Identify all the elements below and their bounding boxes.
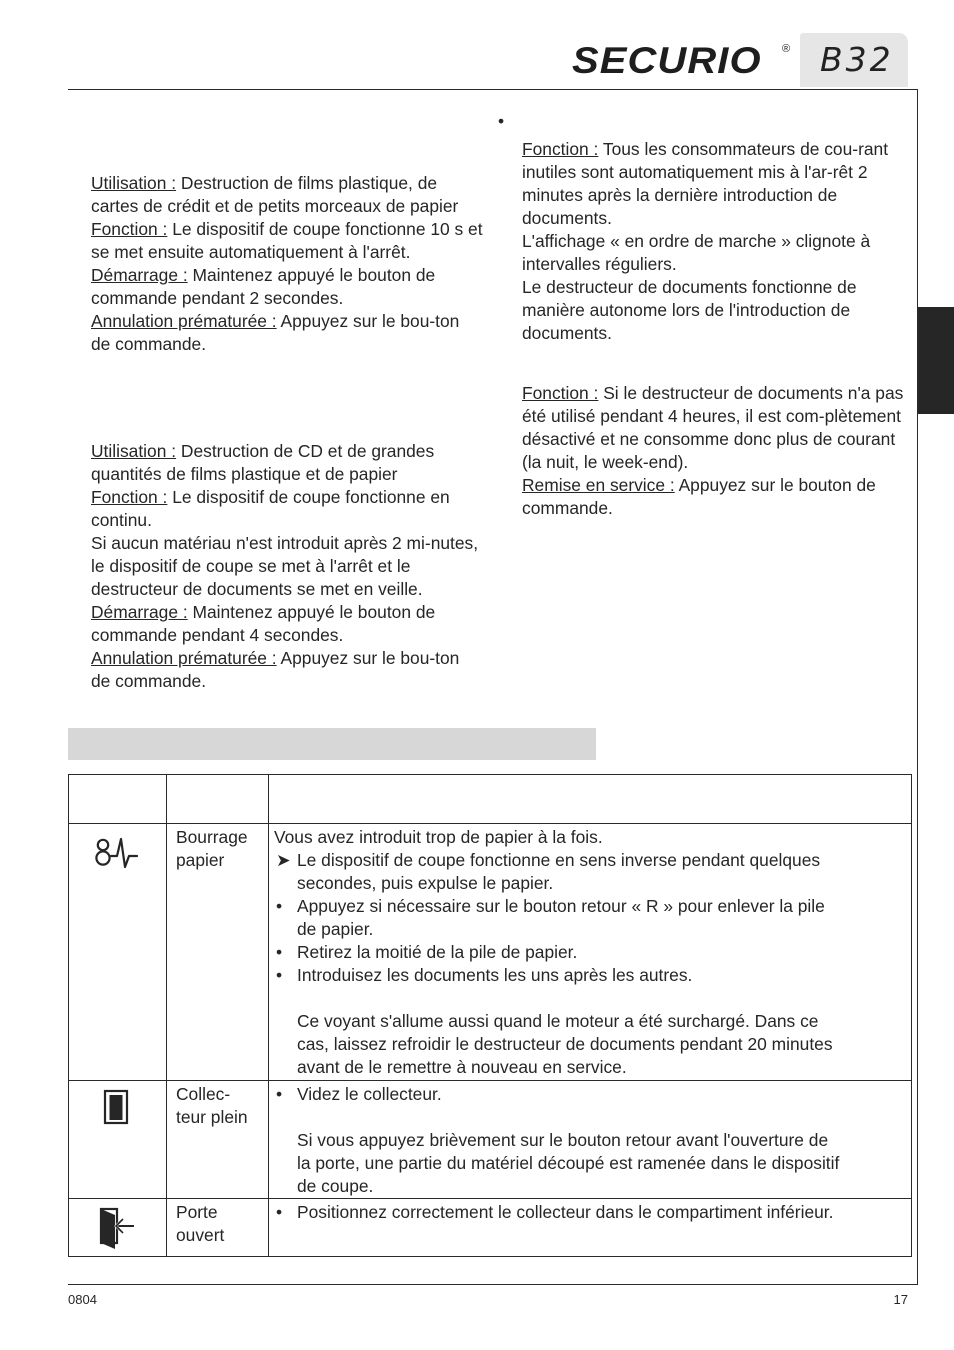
description-line: de coupe. — [297, 1176, 374, 1196]
paper-jam-icon — [95, 835, 139, 871]
section-heading-bar — [68, 728, 596, 760]
description-text: Videz le collecteur. — [297, 1084, 442, 1104]
description-line — [274, 849, 911, 872]
icon-cell — [69, 1081, 167, 1199]
header-cell — [269, 775, 912, 824]
paragraph-text: Tous les consommateurs de cou-rant inutiles sont automatiquement mis à l'ar-rêt 2 minutes après la dernière introduction de documents. — [522, 139, 889, 228]
description-line — [274, 941, 911, 964]
paragraph-text: Destruction de CD et de grandes quantités de films plastique et de papier — [91, 441, 435, 484]
description-cell — [269, 1081, 912, 1199]
paragraph — [522, 276, 914, 345]
spacer — [274, 1106, 911, 1129]
paragraph — [522, 230, 914, 276]
bullet-marker: • — [276, 896, 283, 916]
paragraph — [91, 601, 483, 647]
row-description — [269, 1199, 911, 1224]
indicator-table — [68, 774, 912, 1257]
paragraph-label: Utilisation : — [91, 441, 177, 461]
paragraph — [91, 440, 483, 486]
paragraph-text: Appuyez sur le bouton de commande. — [522, 475, 876, 518]
paragraph-text: Maintenez appuyé le bouton de commande pendant 4 secondes. — [91, 602, 436, 645]
description-cell — [269, 1199, 912, 1257]
footer-rule — [68, 1284, 918, 1285]
list-bullet: • — [498, 111, 505, 131]
model-badge — [800, 33, 908, 87]
paragraph-label: Fonction : — [91, 219, 168, 239]
paragraph — [522, 382, 914, 474]
table-row — [69, 824, 912, 1081]
paragraph-label: Annulation prématurée : — [91, 648, 277, 668]
description-line: Vous avez introduit trop de papier à la fois. — [274, 827, 603, 847]
paragraph-label: Démarrage : — [91, 265, 188, 285]
model-name: B32 — [820, 40, 894, 79]
table-row — [69, 1199, 912, 1257]
paragraph-text: Appuyez sur le bou-ton de commande. — [91, 648, 460, 691]
paragraph — [91, 310, 483, 356]
side-tab-marker — [918, 307, 954, 414]
spacer — [274, 987, 911, 1010]
row-label — [167, 1081, 268, 1129]
door-open-icon — [98, 1205, 138, 1251]
paragraph-text: Le destructeur de documents fonctionne de manière autonome lors de l'introduction de documents. — [522, 277, 857, 343]
paragraph-label: Démarrage : — [91, 602, 188, 622]
header-rule — [68, 89, 918, 90]
description-text: Introduisez les documents les uns après les autres. — [297, 965, 693, 985]
paragraph-text: Maintenez appuyé le bouton de commande pendant 2 secondes. — [91, 265, 436, 308]
left-block-2 — [91, 440, 483, 693]
row-label-line: ouvert — [176, 1225, 225, 1245]
row-label — [167, 824, 268, 872]
paragraph-text: L'affichage « en ordre de marche » clignote à intervalles réguliers. — [522, 231, 871, 274]
brand-name: SECURIO — [572, 40, 762, 81]
bullet-marker: • — [276, 1202, 283, 1222]
paragraph-label: Remise en service : — [522, 475, 675, 495]
row-description — [269, 824, 911, 1079]
paragraph-text: Si le destructeur de documents n'a pas été utilisé pendant 4 heures, il est com-plètement désactivé et ne consomme donc plus de courant (la nuit, le week-end). — [522, 383, 904, 472]
page-number: 17 — [893, 1292, 908, 1307]
paragraph-text: Destruction de films plastique, de cartes de crédit et de petits morceaux de papier — [91, 173, 459, 216]
paragraph — [91, 486, 483, 532]
description-text: Retirez la moitié de la pile de papier. — [297, 942, 578, 962]
paragraph-text: Appuyez sur le bou-ton de commande. — [91, 311, 460, 354]
description-line: la porte, une partie du matériel découpé est ramenée dans le dispositif — [297, 1153, 840, 1173]
paragraph-text: Le dispositif de coupe fonctionne en continu. — [91, 487, 450, 530]
right-border-rule — [917, 89, 918, 1284]
paragraph-label: Fonction : — [522, 383, 599, 403]
row-label-line: Bourrage — [176, 827, 248, 847]
label-cell — [167, 1081, 269, 1199]
bin-full-icon — [102, 1088, 132, 1128]
table-row — [69, 1081, 912, 1199]
description-line — [274, 964, 911, 987]
paragraph — [91, 532, 483, 601]
bullet-marker: • — [276, 942, 283, 962]
row-label-line: papier — [176, 850, 225, 870]
paragraph-label: Annulation prématurée : — [91, 311, 277, 331]
icon-cell — [69, 1199, 167, 1257]
header-cell — [69, 775, 167, 824]
label-cell — [167, 1199, 269, 1257]
label-cell — [167, 824, 269, 1081]
paragraph-label: Utilisation : — [91, 173, 177, 193]
row-label-line: Collec- — [176, 1084, 231, 1104]
row-description — [269, 1081, 911, 1198]
paragraph — [91, 264, 483, 310]
description-line — [274, 1083, 911, 1106]
description-line: Si vous appuyez brièvement sur le bouton retour avant l'ouverture de — [297, 1130, 829, 1150]
row-label-line: Porte — [176, 1202, 218, 1222]
left-block-1 — [91, 172, 483, 356]
bullet-marker: • — [276, 1084, 283, 1104]
description-line: secondes, puis expulse le papier. — [297, 873, 554, 893]
row-label-line: teur plein — [176, 1107, 248, 1127]
description-line: Ce voyant s'allume aussi quand le moteur a été surchargé. Dans ce — [297, 1011, 819, 1031]
paragraph — [522, 474, 914, 520]
arrow-marker: ➤ — [276, 850, 291, 870]
right-block-1 — [522, 138, 914, 345]
description-text: Appuyez si nécessaire sur le bouton retour « R » pour enlever la pile — [297, 896, 825, 916]
paragraph-text: Si aucun matériau n'est introduit après 2 mi-nutes, le dispositif de coupe se met à l'arrêt et le destructeur de documents se met en veille. — [91, 533, 479, 599]
header-cell — [167, 775, 269, 824]
paragraph-label: Fonction : — [522, 139, 599, 159]
description-line — [274, 895, 911, 918]
paragraph — [91, 218, 483, 264]
brand-logo — [572, 36, 792, 86]
description-line — [274, 1201, 911, 1224]
row-label — [167, 1199, 268, 1247]
description-line: de papier. — [297, 919, 374, 939]
description-cell — [269, 824, 912, 1081]
description-line: avant de le remettre à nouveau en service. — [297, 1057, 627, 1077]
description-text: Le dispositif de coupe fonctionne en sens inverse pendant quelques — [297, 850, 821, 870]
icon-cell — [69, 824, 167, 1081]
description-line: cas, laissez refroidir le destructeur de documents pendant 20 minutes — [297, 1034, 833, 1054]
right-block-2 — [522, 382, 914, 520]
description-text: Positionnez correctement le collecteur dans le compartiment inférieur. — [297, 1202, 834, 1222]
paragraph — [91, 172, 483, 218]
registered-mark: ® — [782, 43, 791, 55]
paragraph-label: Fonction : — [91, 487, 168, 507]
paragraph-text: Le dispositif de coupe fonctionne 10 s et se met ensuite automatiquement à l'arrêt. — [91, 219, 483, 262]
table-header-row — [69, 775, 912, 824]
paragraph — [91, 647, 483, 693]
document-code: 0804 — [68, 1292, 97, 1307]
bullet-marker: • — [276, 965, 283, 985]
paragraph — [522, 138, 914, 230]
